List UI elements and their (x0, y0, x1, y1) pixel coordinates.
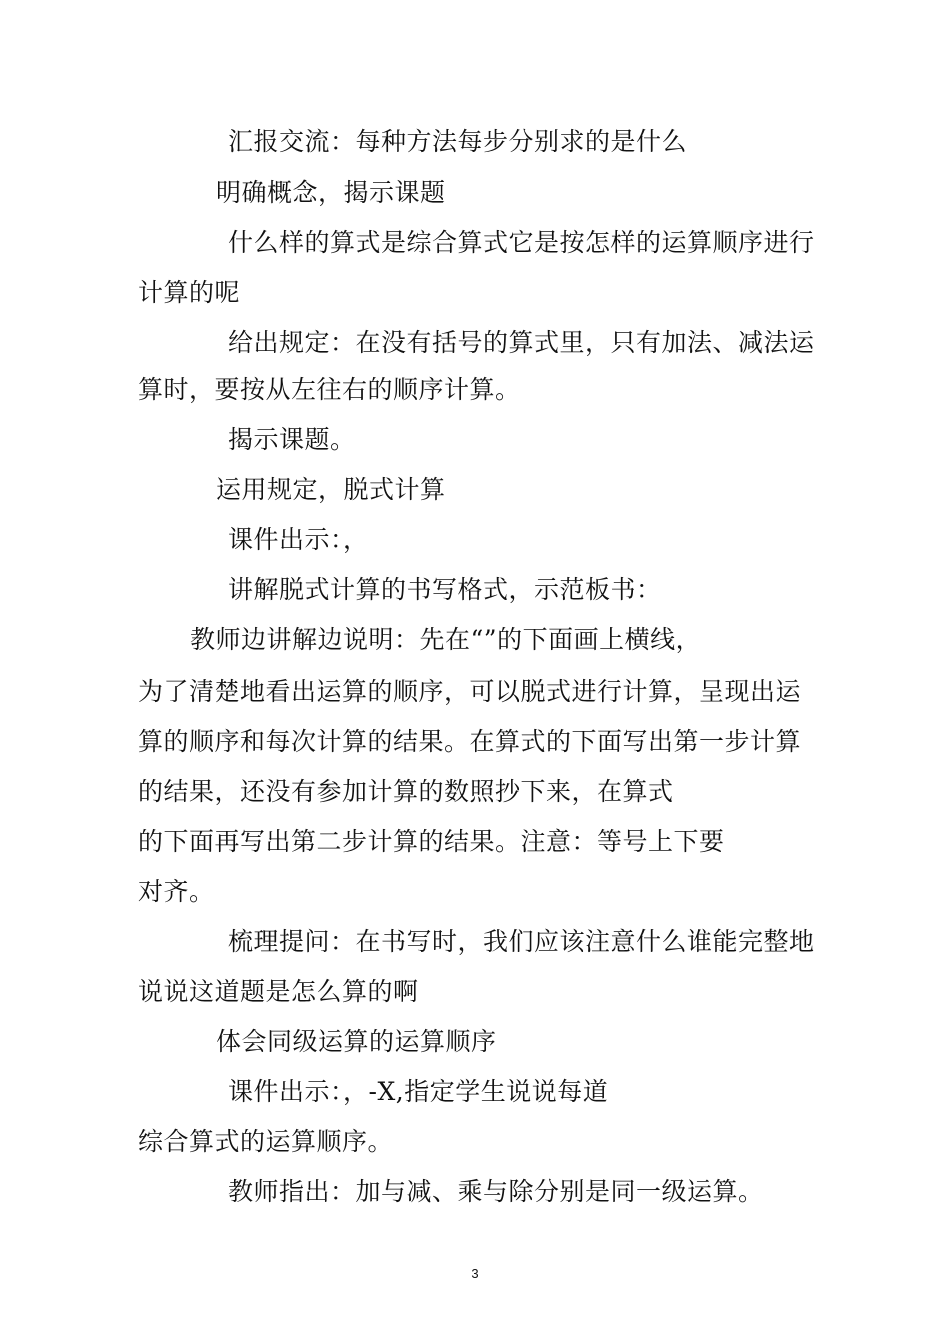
paragraph-line: 给出规定：在没有括号的算式里，只有加法、减法运 (228, 328, 815, 357)
page-number: 3 (471, 1266, 479, 1281)
paragraph-line: 教师指出：加与减、乘与除分别是同一级运算。 (228, 1177, 764, 1206)
paragraph-line: 体会同级运算的运算顺序 (216, 1027, 497, 1056)
paragraph-line: 说说这道题是怎么算的啊 (138, 977, 419, 1006)
paragraph-line: 汇报交流：每种方法每步分别求的是什么 (228, 127, 688, 156)
paragraph-line: 对齐。 (138, 877, 215, 906)
paragraph-line: 的结果，还没有参加计算的数照抄下来，在算式 (138, 777, 674, 806)
paragraph-line: 梳理提问：在书写时，我们应该注意什么谁能完整地 (228, 927, 815, 956)
paragraph-line: 算的顺序和每次计算的结果。在算式的下面写出第一步计算 (138, 727, 802, 756)
paragraph-line: 课件出示：，-X,指定学生说说每道 (228, 1077, 609, 1106)
paragraph-line: 运用规定，脱式计算 (216, 475, 446, 504)
paragraph-line: 算时，要按从左往右的顺序计算。 (138, 375, 521, 404)
paragraph-line: 明确概念，揭示课题 (216, 178, 446, 207)
paragraph-line: 的下面再写出第二步计算的结果。注意：等号上下要 (138, 827, 725, 856)
paragraph-line: 什么样的算式是综合算式它是按怎样的运算顺序进行 (228, 228, 815, 257)
paragraph-line: 综合算式的运算顺序。 (138, 1127, 394, 1156)
paragraph-line: 计算的呢 (138, 278, 241, 307)
paragraph-line: 为了清楚地看出运算的顺序，可以脱式进行计算，呈现出运 (138, 677, 802, 706)
paragraph-line: 讲解脱式计算的书写格式，示范板书： (228, 575, 662, 604)
paragraph-line: 课件出示：， (228, 525, 369, 554)
paragraph-line: 揭示课题。 (228, 425, 356, 454)
paragraph-line: 教师边讲解边说明：先在“”的下面画上横线， (190, 625, 702, 654)
